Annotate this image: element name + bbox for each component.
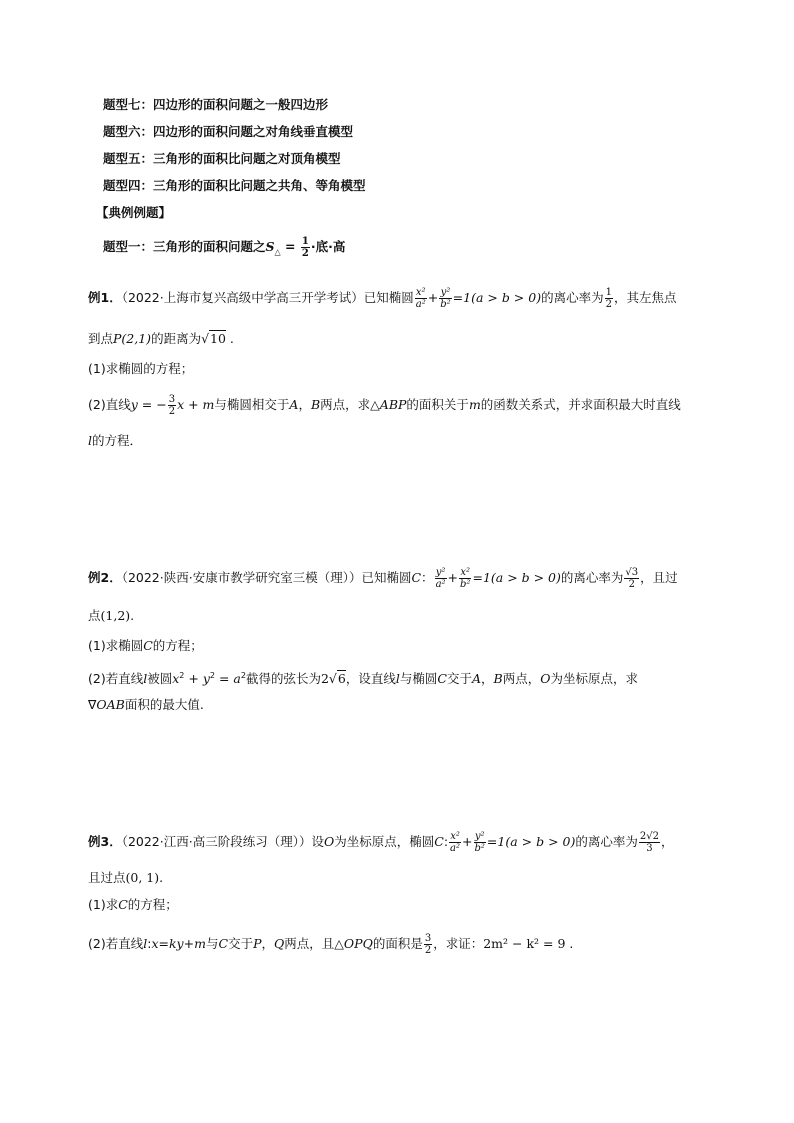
ex2-q2-b: 被圆 <box>147 671 173 687</box>
ex2-point: (1,2). <box>100 608 135 623</box>
ex1-q2-b: 与椭圆相交于 <box>214 397 290 412</box>
ex1-line2: 到点P(2,1)的距离为√10 . <box>88 331 234 346</box>
ex1-q2: (2)直线y = − $\frac{3}{2}$ x + m与椭圆相交于A，B两点，求△ABP的面积关于m的函数关系式，并求面积最大时直线 <box>88 394 681 417</box>
ex3-q2-d: 两点，且 <box>284 936 335 951</box>
type1-suffix: 底·高 <box>315 239 346 254</box>
ex2-q2-c: 截得的弦长为 <box>245 671 321 687</box>
type1-heading: 题型一：三角形的面积问题之$S_\triangle$ = $\frac{1}{2}$ ·底·高 <box>103 236 346 259</box>
ex1-line2-a: 到点 <box>88 331 114 346</box>
ex1-ecc-text: 的离心率为 <box>541 290 604 305</box>
ex3-q2-b: 与 <box>205 936 219 951</box>
ex2-q2-f: 交于 <box>446 671 472 687</box>
ex2-q2-d: ，设直线 <box>345 671 396 687</box>
ex2-line2-a: 点 <box>88 608 101 623</box>
ex3-q2-a: (2)若直线 <box>88 936 144 951</box>
ex3-point: (0, 1) <box>125 870 160 885</box>
ex2-q1-b: 的方程； <box>152 638 203 653</box>
type-item-7: 题型四：三角形的面积比问题之共角、等角模型 <box>103 178 366 193</box>
ex2-q2-line2: ∇OAB面积的最大值. <box>88 697 204 712</box>
ex3-q1-a: (1)求 <box>88 897 119 912</box>
ex2-source: （2022·陕西·安康市教学研究室三模（理））已知椭圆 <box>121 570 412 585</box>
ex3-source: （2022·江西·高三阶段练习（理））设 <box>121 834 324 849</box>
ex2-q2-h: 为坐标原点，求 <box>550 671 638 687</box>
ex3-ecc-text: 的离心率为 <box>575 834 638 849</box>
ex1-q2-c: 两点，求 <box>320 397 371 412</box>
ex3-tail: ， <box>661 834 674 849</box>
ex2-condition: 1(a > b > 0) <box>482 570 561 585</box>
ex2-q2-line2-text: 面积的最大值. <box>124 697 204 712</box>
ex2-q2-e: 与椭圆 <box>399 671 438 687</box>
ex2-ecc-text: 的离心率为 <box>560 570 624 585</box>
ex3-label: 例3． <box>88 834 122 849</box>
type-item-6: 题型五：三角形的面积比问题之对顶角模型 <box>103 151 341 166</box>
section-header: 【典例例题】 <box>96 205 172 220</box>
ex2-label: 例2． <box>88 570 122 585</box>
ex3-proof: 2m² − k² = 9 <box>483 936 566 951</box>
ex3-line1: 例3．（2022·江西·高三阶段练习（理））设O为坐标原点，椭圆C: $\frac{\text{x²}}{\text{a²}}$ + $\frac{\text{y²}}{\text{b²}}$ =1(a > b > 0)的离心率为 $\frac{2√2}{3}$ ， <box>88 831 674 854</box>
ex2-q2: (2)若直线l被圆$x^2 + y^2 = a^2$截得的弦长为2√6，设直线l与椭圆C交于A，B两点，O为坐标原点，求 <box>88 671 638 687</box>
ex1-point: P(2,1) <box>113 331 152 346</box>
ex3-q2-e: 的面积是 <box>372 936 423 951</box>
ex1-q2-a: (2)直线 <box>88 397 131 412</box>
ex1-label: 例1． <box>88 290 122 305</box>
ex1-tail: ，其左焦点 <box>613 290 677 305</box>
ex3-src-b: 为坐标原点，椭圆 <box>334 834 435 849</box>
ex3-q1: (1)求C的方程； <box>88 897 178 912</box>
ex2-line1: 例2．（2022·陕西·安康市教学研究室三模（理））已知椭圆C： $\frac{\text{y²}}{\text{a²}}$ + $\frac{\text{x²}}{\text{b²}}$ =1(a > b > 0)的离心率为 $\frac{√3}{2}$ ，且过 <box>88 567 678 590</box>
ex1-condition: 1(a > b > 0) <box>463 290 542 305</box>
ex2-q2-a: (2)若直线 <box>88 671 144 687</box>
ex2-q1-a: (1)求椭圆 <box>88 638 144 653</box>
ex1-line2-b: 的距离为 <box>151 331 202 346</box>
ex3-q2-c: 交于 <box>228 936 254 951</box>
type-item-4: 题型七：四边形的面积问题之一般四边形 <box>103 97 329 112</box>
ex1-q2-line2-text: 的方程． <box>92 433 143 448</box>
ex1-q2-line2: l的方程． <box>88 433 143 448</box>
ex1-source: （2022·上海市复兴高级中学高三开学考试）已知椭圆 <box>121 290 414 305</box>
ex3-q2-f: ，求证： <box>433 936 484 951</box>
ex1-sqrt: √10 <box>201 331 226 346</box>
ex3-q2: (2)若直线l:x=ky+m与C交于P，Q两点，且△OPQ的面积是 $\frac{3}{2}$ ，求证：2m² − k² = 9 . <box>88 933 574 956</box>
type1-prefix: 题型一：三角形的面积问题之 <box>103 239 266 254</box>
ex2-q1: (1)求椭圆C的方程； <box>88 638 203 653</box>
ex3-line2-a: 且过点 <box>88 870 126 885</box>
ex1-line1: 例1．（2022·上海市复兴高级中学高三开学考试）已知椭圆 $\frac{\text{x²}}{\text{a²}}$ + $\frac{\text{y²}}{\text{b²}}$ =1(a > b > 0)的离心率为 $\frac{1}{2}$ ，其左焦点 <box>88 287 677 310</box>
ex2-line2 <box>88 607 134 625</box>
ex2-q2-g: 两点， <box>502 671 541 687</box>
ex1-q1: (1)求椭圆的方程； <box>88 361 194 376</box>
type-item-5: 题型六：四边形的面积问题之对角线垂直模型 <box>103 124 354 139</box>
ex1-q2-e: 的函数关系式，并求面积最大时直线 <box>480 397 681 412</box>
ex3-line2: 且过点(0, 1). <box>88 870 164 885</box>
ex3-condition: 1(a > b > 0) <box>497 834 576 849</box>
ex2-tail: ，且过 <box>640 570 678 585</box>
ex3-q1-b: 的方程； <box>127 897 178 912</box>
ex1-q2-d: 的面积关于 <box>406 397 469 412</box>
